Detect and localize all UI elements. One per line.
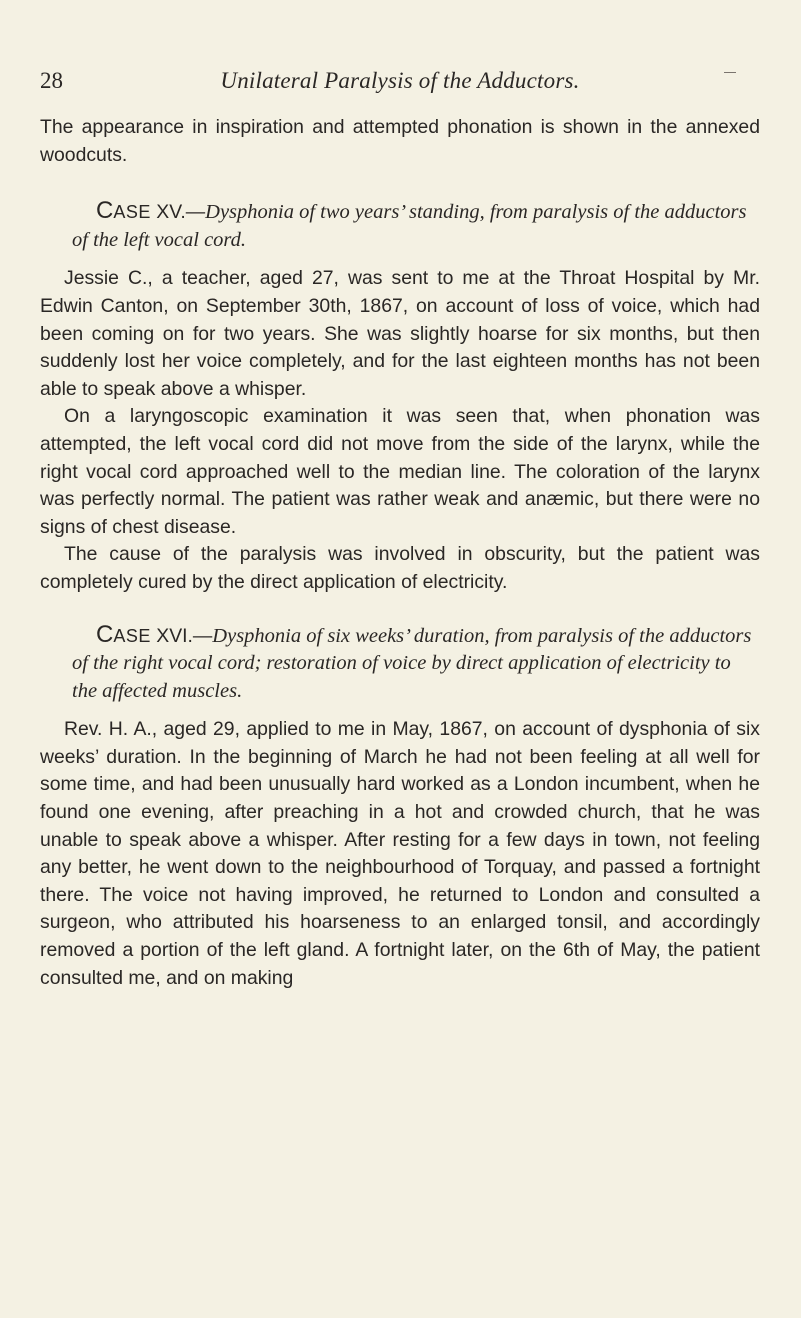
- intro-paragraph: The appearance in inspiration and attempted phonation is shown in the annexed woodcuts.: [40, 116, 760, 166]
- body-text: [40, 114, 760, 992]
- case-15-title: Dysphonia of two years’ standing, from paralysis of the adductors of the left vocal cord.: [72, 201, 747, 251]
- case-15-label-rest: ASE: [113, 202, 151, 223]
- case-16-numeral: XVI.: [150, 624, 193, 647]
- page-number: 28: [40, 68, 63, 93]
- case-15-label-initial: C: [96, 197, 114, 225]
- case-16-label-initial: C: [96, 620, 114, 648]
- page-header: [40, 68, 760, 102]
- case-16-dash: —: [192, 624, 213, 647]
- case-16-heading: [40, 621, 760, 706]
- margin-mark: [724, 72, 736, 73]
- case-16-label-rest: ASE: [113, 625, 151, 646]
- case-16-title: Dysphonia of six weeks’ duration, from paralysis of the adductors of the right vocal cord; restoration of voice by direct application of electricity to the affected muscles.: [72, 624, 752, 702]
- case-15-dash: —: [185, 201, 206, 224]
- case-15-numeral: XV.: [150, 201, 186, 224]
- case-15-paragraph: Jessie C., a teacher, aged 27, was sent to me at the Throat Hospital by Mr. Edwin Canton, on September 30th, 1867, on account of loss of voice, which had been coming on for two years. She was slightly hoarse for six months, but then suddenly lost her voice completely, and for the last eighteen months has not been able to speak above a whisper.: [40, 267, 760, 400]
- case-15-paragraph: On a laryngoscopic examination it was seen that, when phonation was attempted, the left vocal cord did not move from the side of the larynx, while the right vocal cord approached well to the median line. The coloration of the larynx was perfectly normal. The patient was rather weak and anæmic, but there were no signs of chest disease.: [40, 405, 760, 538]
- case-15-heading: [40, 197, 760, 254]
- case-16-paragraph: Rev. H. A., aged 29, applied to me in May, 1867, on account of dysphonia of six weeks’ duration. In the beginning of March he had not been feeling at all well for some time, and had been unusually hard worked as a London incumbent, when he found one evening, after preaching in a hot and crowded church, that he was unable to speak above a whisper. After resting for a few days in town, not feeling any better, he went down to the neighbourhood of Torquay, and passed a fortnight there. The voice not having improved, he returned to London and consulted a surgeon, who attributed his hoarseness to an enlarged tonsil, and accordingly removed a portion of the left gland. A fortnight later, on the 6th of May, the patient consulted me, and on making: [40, 718, 760, 989]
- running-title: Unilateral Paralysis of the Adductors.: [220, 68, 580, 93]
- case-15-paragraph: The cause of the paralysis was involved in obscurity, but the patient was completely cured by the direct application of electricity.: [40, 543, 760, 593]
